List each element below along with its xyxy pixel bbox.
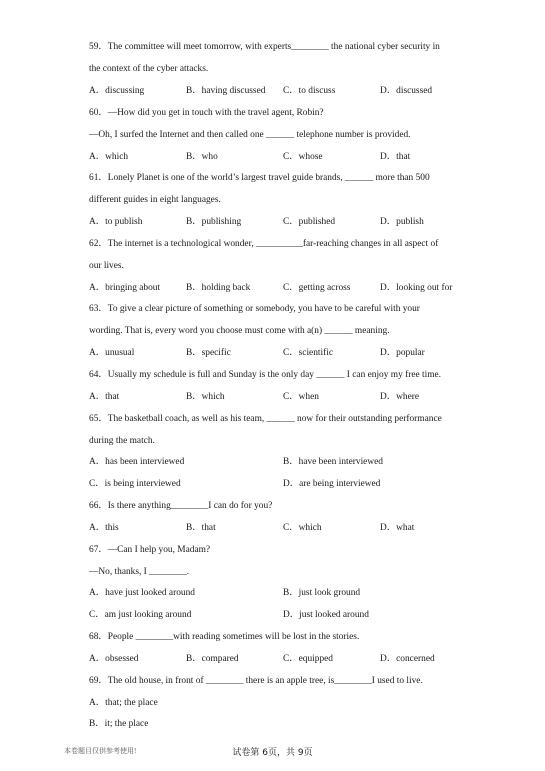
question-62-stem-line-1: 62．The internet is a technological wonder, __________far-reaching changes in all aspect of bbox=[89, 239, 439, 249]
question-60-stem-line-1: 60．—How did you get in touch with the travel agent, Robin? bbox=[89, 108, 324, 118]
question-63-option-b: B．specific bbox=[186, 348, 231, 358]
question-69-option-b: B．it; the place bbox=[89, 719, 149, 729]
question-65-option-a: A．has been interviewed bbox=[89, 457, 185, 467]
question-69-stem-line-1: 69．The old house, in front of ________ there is an apple tree, is________I used to live. bbox=[89, 676, 423, 686]
question-67-option-c: C．am just looking around bbox=[89, 610, 192, 620]
question-66-option-d: D．what bbox=[380, 523, 415, 533]
question-68-stem-line-1: 68．People ________with reading sometimes will be lost in the stories. bbox=[89, 632, 360, 642]
question-61-stem-line-1: 61．Lonely Planet is one of the world’s largest travel guide brands, ______ more than 500 bbox=[89, 173, 430, 183]
question-59-option-b: B．having discussed bbox=[186, 86, 266, 96]
question-64-option-d: D．where bbox=[380, 392, 420, 402]
question-64-option-c: C．when bbox=[283, 392, 319, 402]
question-62-option-b: B．holding back bbox=[186, 283, 251, 293]
question-68-option-d: D．concerned bbox=[380, 654, 435, 664]
question-65-stem-line-2: during the match. bbox=[89, 436, 155, 446]
question-59-stem-line-1: 59．The committee will meet tomorrow, with experts________ the national cyber security in bbox=[89, 42, 440, 52]
question-67-stem-line-1: 67．—Can I help you, Madam? bbox=[89, 545, 211, 555]
question-61-option-b: B．publishing bbox=[186, 217, 242, 227]
question-66-option-a: A．this bbox=[89, 523, 119, 533]
question-67-option-b: B．just look ground bbox=[283, 588, 361, 598]
question-65-option-c: C．is being interviewed bbox=[89, 479, 181, 489]
question-68-option-b: B．compared bbox=[186, 654, 239, 664]
question-63-option-a: A．unusual bbox=[89, 348, 135, 358]
question-68-option-c: C．equipped bbox=[283, 654, 333, 664]
question-62-stem-line-2: our lives. bbox=[89, 261, 124, 271]
question-66-option-c: C．which bbox=[283, 523, 322, 533]
question-59-option-d: D．discussed bbox=[380, 86, 433, 96]
question-67-option-a: A．have just looked around bbox=[89, 588, 195, 598]
question-60-option-d: D．that bbox=[380, 152, 411, 162]
question-63-stem-line-2: wording. That is, every word you choose must come with a(n) ______ meaning. bbox=[89, 326, 390, 336]
question-61-option-c: C．published bbox=[283, 217, 336, 227]
question-65-option-d: D．are being interviewed bbox=[283, 479, 381, 489]
page-number: 试卷第 6页，共 9页 bbox=[232, 748, 313, 758]
question-59-option-c: C．to discuss bbox=[283, 86, 336, 96]
question-60-option-c: C．whose bbox=[283, 152, 323, 162]
question-69-option-a: A．that; the place bbox=[89, 698, 158, 708]
question-62-option-d: D．looking out for bbox=[380, 283, 453, 293]
question-64-option-a: A．that bbox=[89, 392, 120, 402]
question-68-option-a: A．obsessed bbox=[89, 654, 139, 664]
question-64-option-b: B．which bbox=[186, 392, 225, 402]
question-62-option-a: A．bringing about bbox=[89, 283, 161, 293]
question-67-stem-line-2: —No, thanks, I ________. bbox=[89, 567, 189, 577]
question-62-option-c: C．getting across bbox=[283, 283, 351, 293]
question-59-option-a: A．discussing bbox=[89, 86, 145, 96]
question-67-option-d: D．just looked around bbox=[283, 610, 369, 620]
question-65-option-b: B．have been interviewed bbox=[283, 457, 383, 467]
question-60-stem-line-2: —Oh, I surfed the Internet and then called one ______ telephone number is provided. bbox=[89, 130, 411, 140]
question-59-stem-line-2: the context of the cyber attacks. bbox=[89, 64, 209, 74]
footer-disclaimer: 本卷题目仅供参考使用! bbox=[64, 747, 137, 755]
question-66-stem-line-1: 66．Is there anything________I can do for you? bbox=[89, 501, 273, 511]
question-61-stem-line-2: different guides in eight languages. bbox=[89, 195, 221, 205]
question-65-stem-line-1: 65．The basketball coach, as well as his team, ______ now for their outstanding performance bbox=[89, 414, 442, 424]
question-61-option-d: D．publish bbox=[380, 217, 424, 227]
question-63-option-c: C．scientific bbox=[283, 348, 333, 358]
question-60-option-b: B．who bbox=[186, 152, 218, 162]
question-63-stem-line-1: 63．To give a clear picture of something or somebody, you have to be careful with your bbox=[89, 304, 420, 314]
question-60-option-a: A．which bbox=[89, 152, 129, 162]
question-64-stem-line-1: 64．Usually my schedule is full and Sunday is the only day ______ I can enjoy my free time. bbox=[89, 370, 442, 380]
question-66-option-b: B．that bbox=[186, 523, 216, 533]
question-61-option-a: A．to publish bbox=[89, 217, 143, 227]
question-63-option-d: D．popular bbox=[380, 348, 425, 358]
